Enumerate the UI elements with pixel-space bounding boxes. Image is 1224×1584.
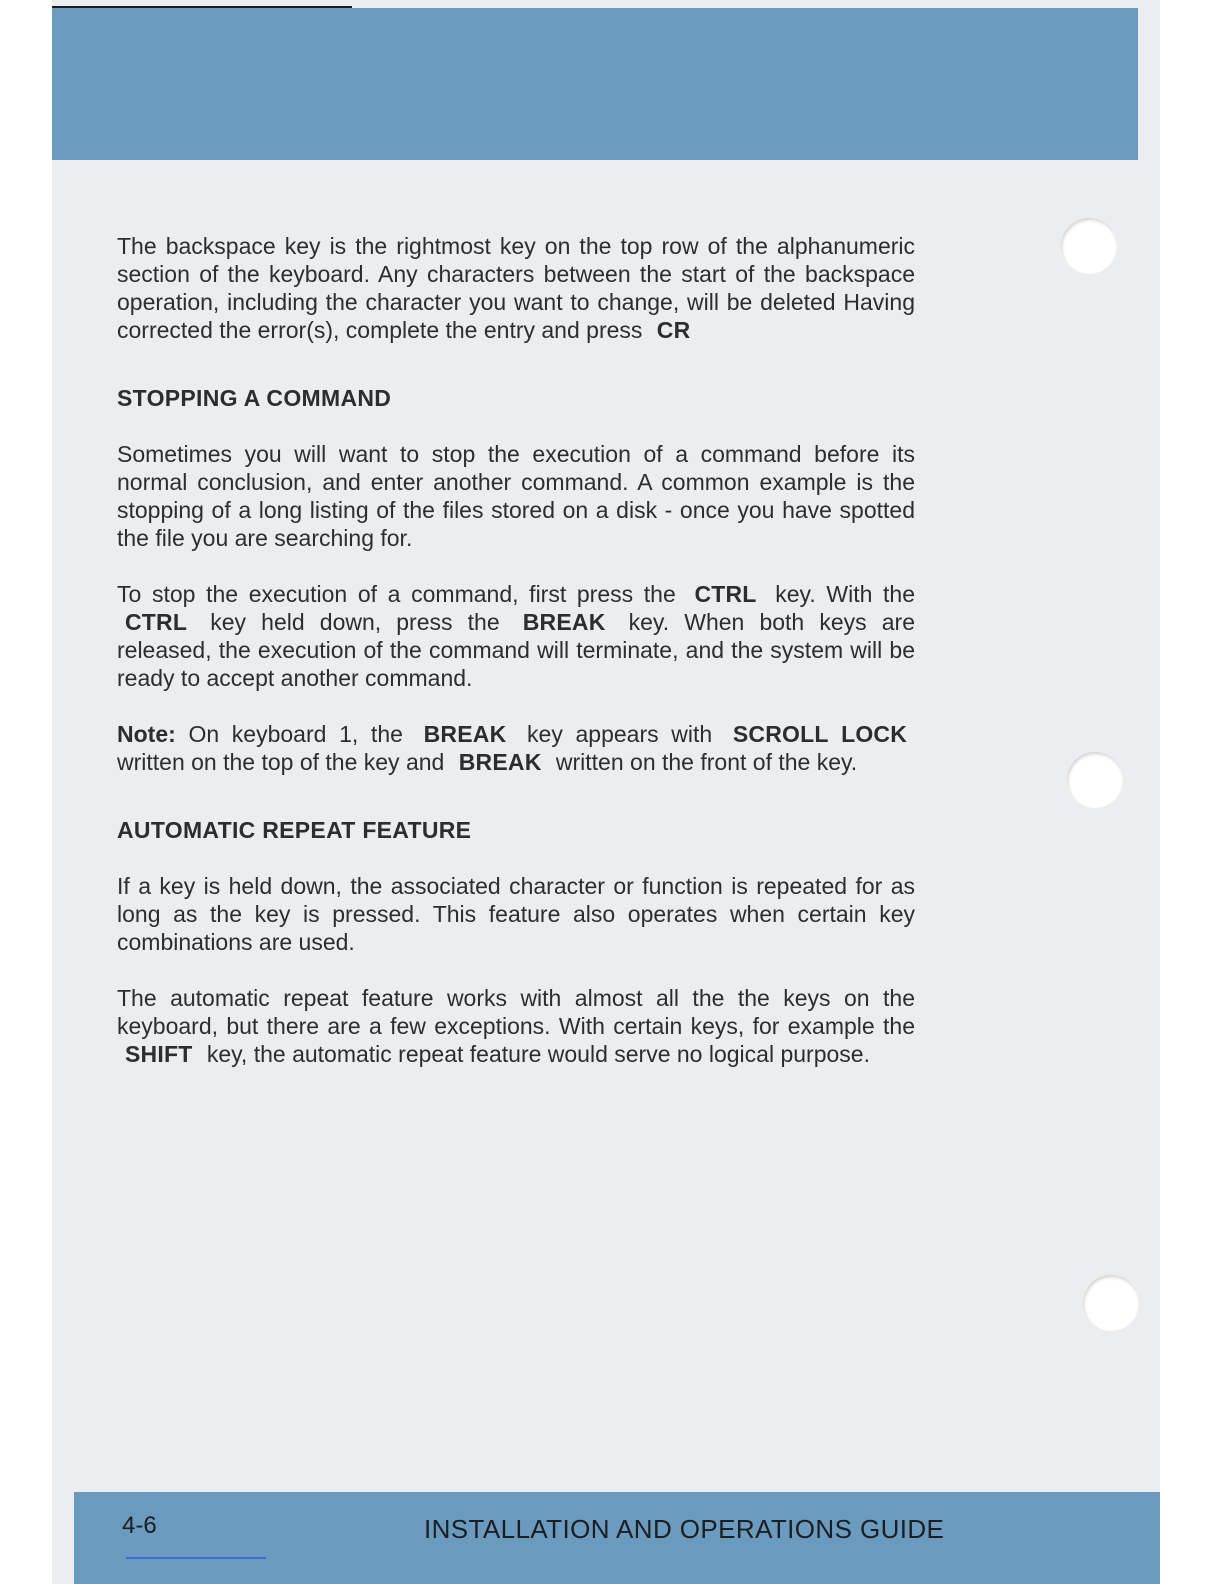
key-shift: SHIFT xyxy=(125,1041,193,1067)
paragraph-text: written on the top of the key and xyxy=(117,749,445,775)
paragraph-text: The automatic repeat feature works with almost all the the keys on the keyboard, but there are a few exceptions. With certain keys, for example the xyxy=(117,985,915,1039)
binder-hole-bottom xyxy=(1083,1275,1139,1331)
key-scroll-lock: SCROLL LOCK xyxy=(732,721,908,747)
footer-underline xyxy=(126,1557,266,1559)
binder-hole-middle xyxy=(1067,752,1123,808)
paragraph-text: key held down, press the xyxy=(210,609,500,635)
heading-stopping-a-command: STOPPING A COMMAND xyxy=(117,385,392,411)
paragraph-backspace xyxy=(117,232,915,344)
paragraph-repeat-intro: If a key is held down, the associated character or function is repeated for as long as the key is pressed. This feature also operates when certain key combinations are used. xyxy=(117,873,915,955)
binder-hole-top xyxy=(1061,218,1117,274)
header-band xyxy=(52,8,1138,160)
paragraph-note xyxy=(117,720,915,776)
paragraph-text: key. When both keys are released, the execution of the command will terminate, and the system will be ready to accept another command. xyxy=(117,609,915,691)
paragraph-text: written on the front of the key. xyxy=(555,749,858,775)
key-ctrl: CTRL xyxy=(694,581,757,607)
paragraph-text: On keyboard 1, the xyxy=(188,721,403,747)
paragraph-stopping-intro: Sometimes you will want to stop the execution of a command before its normal conclusion, and enter another command. A common example is the stopping of a long listing of the files stored on a disk - once you have spotted the file you are searching for. xyxy=(117,441,915,551)
note-label: Note: xyxy=(117,721,176,747)
paragraph-text: key appears with xyxy=(527,721,713,747)
key-break: BREAK xyxy=(423,721,507,747)
key-ctrl: CTRL xyxy=(125,609,188,635)
footer-title: INSTALLATION AND OPERATIONS GUIDE xyxy=(424,1514,945,1544)
paragraph-stopping-steps xyxy=(117,580,915,692)
paragraph-text: The backspace key is the rightmost key on the top row of the alphanumeric section of the keyboard. Any characters between the start of the backspace operation, including the character you want to change, will be deleted Having corrected the error(s), complete the entry and press xyxy=(117,233,915,343)
paragraph-repeat-exceptions xyxy=(117,984,915,1068)
paragraph-text: To stop the execution of a command, first press the xyxy=(117,581,676,607)
paragraph-text: key. With the xyxy=(775,581,916,607)
page-content xyxy=(117,232,915,1096)
page-number: 4-6 xyxy=(122,1512,157,1539)
paragraph-text: key, the automatic repeat feature would serve no logical purpose. xyxy=(206,1041,870,1067)
heading-automatic-repeat: AUTOMATIC REPEAT FEATURE xyxy=(117,817,472,843)
key-cr: CR xyxy=(656,317,691,343)
key-break: BREAK xyxy=(522,609,606,635)
key-break: BREAK xyxy=(458,749,542,775)
